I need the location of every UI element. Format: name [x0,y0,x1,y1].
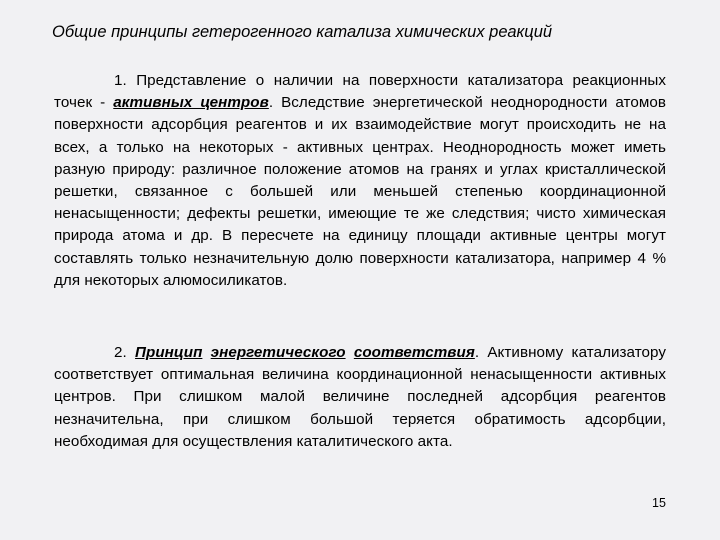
paragraph2-body: . Активному катализатору соответствует оптимальная величина координационной ненасыщенности активных центров. При слишком малой величине последней адсорбция реагентов незначительна, при слишком большой теряется обратимость адсорбции, необходимая для осуществления каталитического акта. [54,344,667,450]
term-energetic: энергетического [210,344,346,361]
paragraph-active-centers [54,70,666,292]
term-principle: Принцип [135,344,203,361]
page-number: 15 [652,496,666,510]
paragraph2-number: 2. [114,344,136,361]
paragraph1-lead: 1. Представление о наличии на поверхности катализатора реакционных точек - [54,72,666,112]
paragraph1-body: . Вследствие энергетической неоднородности атомов поверхности адсорбция реагентов и их взаимодействие могут происходить не на всех, а только на некоторых - активных центрах. Неоднородность может иметь разную природу: различное положение атомов на гранях и углах кристаллической решетки, связанное с большей или меньшей степенью координационной ненасыщенности; дефекты решетки, имеющие те же следствия; чисто химическая природа атома и др. В пересчете на единицу площади активные центры могут составлять только незначительную долю поверхности катализатора, например 4 % для некоторых алюмосиликатов. [54,94,666,289]
paragraph-energy-correspondence [54,342,666,453]
term-correspondence: соответствия [353,344,475,361]
term-active-centers: активных центров [113,94,269,112]
slide-title: Общие принципы гетерогенного катализа химических реакций [52,23,553,41]
